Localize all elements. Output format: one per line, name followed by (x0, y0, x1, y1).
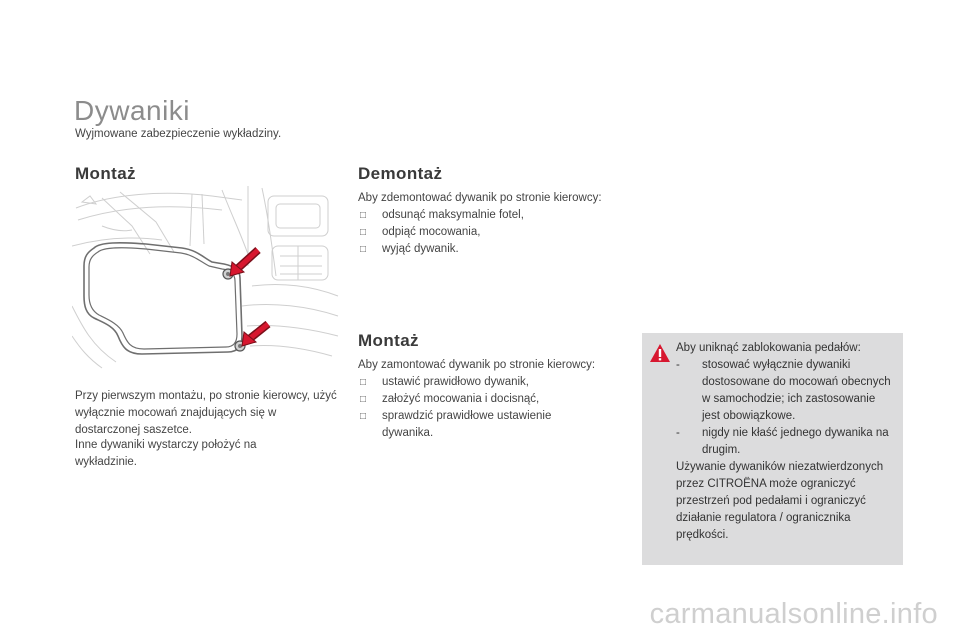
mounting-heading-left: Montaż (75, 164, 136, 183)
warning-text (676, 340, 896, 544)
mounting-heading: Montaż (358, 331, 419, 350)
mounting-note-paragraph: Przy pierwszym montażu, po stronie kierowcy, użyć wyłącznie mocowań znajdujących się w dostarczonej saszetce. (75, 390, 337, 436)
other-mats-paragraph: Inne dywaniki wystarczy położyć na wykładzinie. (75, 439, 257, 468)
floor-mat-illustration (72, 186, 340, 372)
fixing-arrow-bottom (242, 324, 268, 346)
removal-intro: Aby zdemontować dywanik po stronie kierowcy: (358, 192, 602, 204)
square-bullet-icon: □ (360, 210, 367, 221)
page-subtitle: Wyjmowane zabezpieczenie wykładziny. (75, 128, 282, 140)
list-item: - nigdy nie kłaść jednego dywanika na drugim. (676, 427, 889, 456)
mounting-intro: Aby zamontować dywanik po stronie kierowcy: (358, 359, 596, 371)
square-bullet-icon: □ (360, 244, 367, 255)
list-item: □ założyć mocowania i docisnąć, (358, 391, 578, 408)
list-item: □ wyjąć dywanik. (358, 241, 628, 258)
list-item: □ odpiąć mocowania, (358, 224, 628, 241)
square-bullet-icon: □ (360, 377, 367, 388)
list-item: □ sprawdzić prawidłowe ustawienie dywanika. (360, 410, 552, 439)
warning-intro: Aby uniknąć zablokowania pedałów: (676, 342, 861, 354)
list-item: □ ustawić prawidłowo dywanik, (358, 374, 578, 391)
list-item: - stosować wyłącznie dywaniki dostosowane do mocowań obecnych w samochodzie; ich zastosowanie jest obowiązkowe. (676, 359, 891, 422)
warning-items (676, 357, 896, 459)
removal-steps (358, 207, 628, 258)
page-title: Dywaniki (74, 95, 191, 126)
square-bullet-icon: □ (360, 394, 367, 405)
fixing-arrow-top (230, 250, 258, 276)
square-bullet-icon: □ (360, 411, 367, 422)
warning-note: Używanie dywaników niezatwierdzonych przez CITROËNA może ograniczyć przestrzeń pod pedałami i ograniczyć działanie regulatora / ogranicznika prędkości. (676, 461, 884, 541)
mounting-steps (358, 374, 578, 442)
square-bullet-icon: □ (360, 227, 367, 238)
watermark: carmanualsonline.info (649, 598, 938, 630)
warning-exclamation-icon (649, 343, 671, 363)
list-item: □ odsunąć maksymalnie fotel, (358, 207, 628, 224)
removal-heading: Demontaż (358, 164, 443, 183)
